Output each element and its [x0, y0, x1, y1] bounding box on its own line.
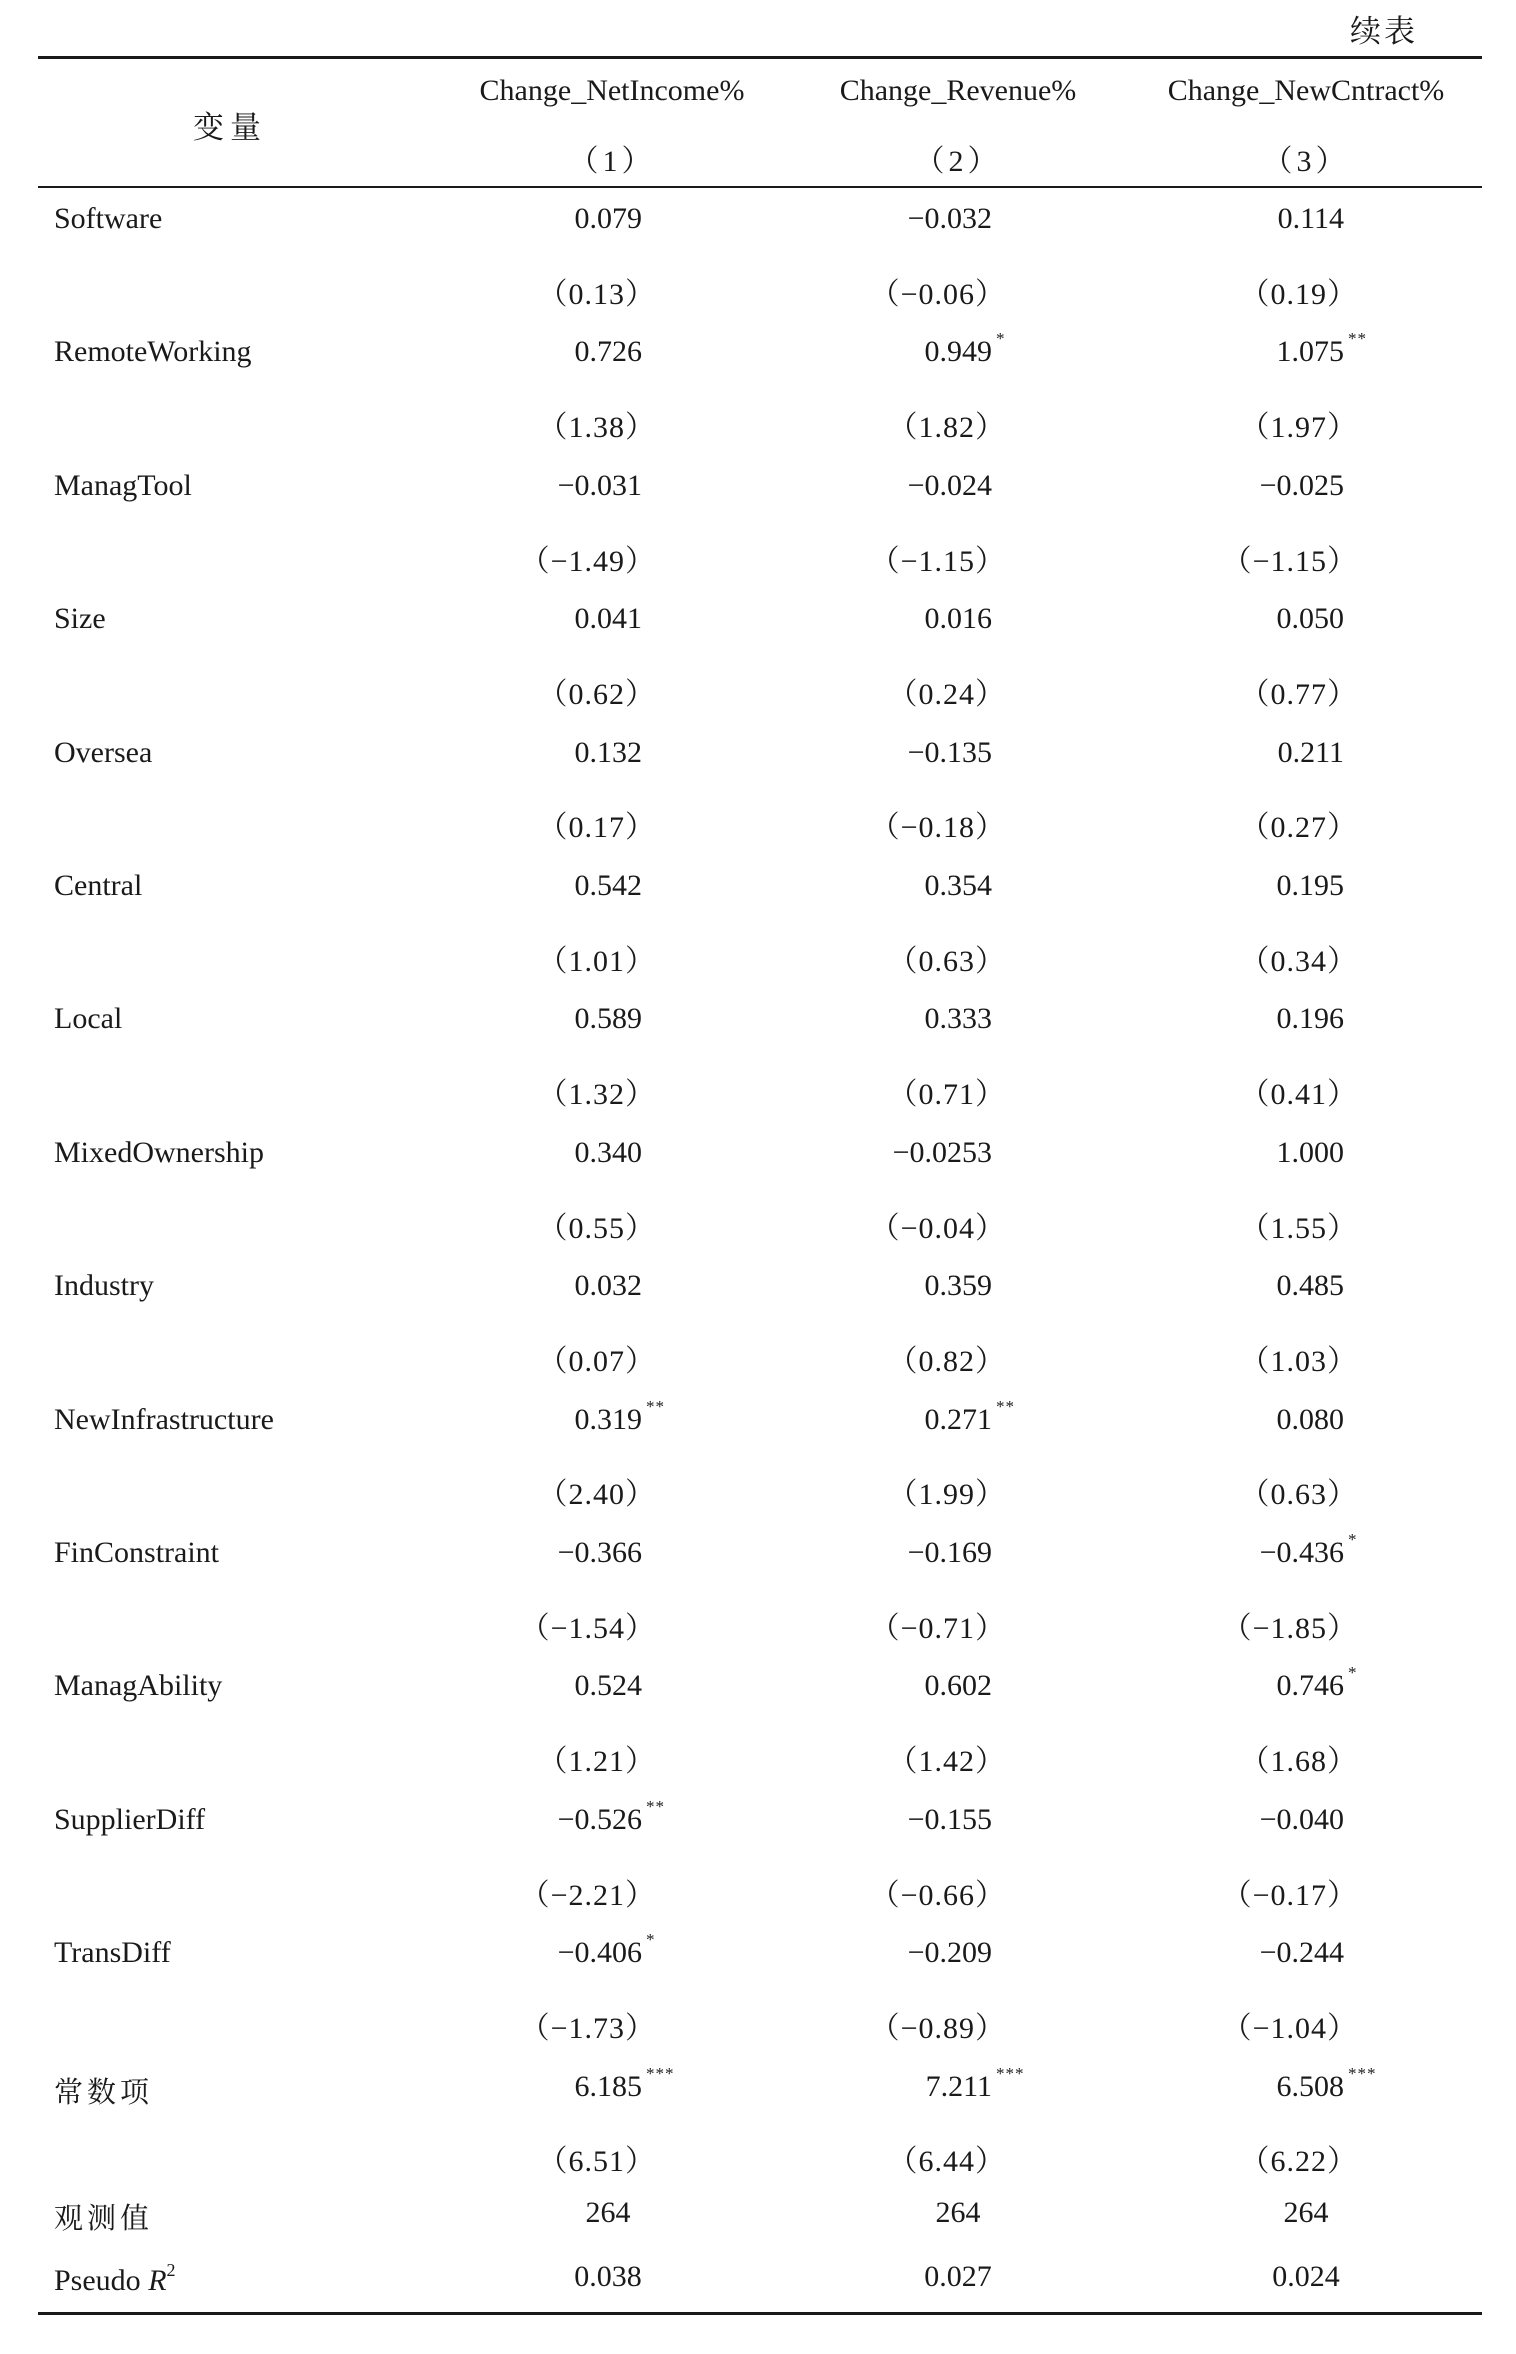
t-stat-row: [0, 1469, 1516, 1535]
t-stat-row: [0, 2136, 1516, 2202]
t-stat-row: [0, 802, 1516, 868]
significance-stars: ***: [1348, 2063, 1377, 2083]
coef-cell: [557, 1796, 665, 1837]
variable-label: ManagAbility: [54, 1669, 223, 1703]
coef-value: 0.542: [574, 869, 642, 902]
significance-stars: **: [646, 1396, 665, 1416]
coef-row: [0, 1796, 1516, 1869]
column-header-1-number: （1）: [568, 145, 656, 178]
coef-value: −0.040: [1259, 1802, 1344, 1836]
t-stat-cell: （−0.18）: [869, 811, 1006, 845]
variable-label: Central: [54, 869, 143, 902]
t-stat-cell: （−0.04）: [869, 1211, 1006, 1245]
coef-cell: [908, 469, 992, 503]
t-stat-row: [0, 536, 1516, 602]
coef-cell: [908, 1536, 992, 1570]
coef-cell: [575, 1002, 643, 1036]
t-stat-cell: （6.51）: [537, 2145, 656, 2179]
coef-value: 0.319: [574, 1402, 642, 1436]
t-stat-cell: （2.40）: [537, 1478, 656, 1512]
coef-cell: [1259, 1530, 1358, 1570]
coef-value: 0.132: [574, 735, 642, 769]
t-stat-cell: （1.55）: [1239, 1211, 1358, 1245]
variable-label: Oversea: [54, 735, 153, 769]
coef-value: −0.244: [1259, 1936, 1344, 1970]
coef-value: 0.589: [574, 1002, 642, 1036]
coef-row: [0, 1396, 1516, 1469]
t-stat-cell: （−1.15）: [1221, 544, 1358, 578]
coef-value: −0.209: [907, 1936, 992, 1970]
variable-label: Local: [54, 1002, 123, 1036]
coef-value: −0.025: [1259, 468, 1344, 502]
coef-row: [0, 202, 1516, 268]
coef-value: −0.031: [557, 468, 642, 502]
variable-label: Software: [54, 202, 163, 235]
coef-cell: [1277, 602, 1345, 636]
coef-value: −0.024: [907, 468, 992, 502]
coef-cell: [557, 1930, 656, 1970]
t-stat-cell: （−1.04）: [1221, 2011, 1358, 2045]
t-stat-cell: （−0.89）: [869, 2011, 1006, 2045]
coef-cell: [925, 869, 993, 903]
t-stat-cell: （0.13）: [537, 277, 656, 311]
t-stat-cell: （6.22）: [1239, 2145, 1358, 2179]
t-stat-row: [0, 402, 1516, 468]
variable-label: MixedOwnership: [54, 1135, 264, 1169]
t-stat-cell: （−0.66）: [869, 1878, 1006, 1912]
coef-cell: [925, 602, 993, 636]
t-stat-cell: （1.42）: [887, 1745, 1006, 1779]
t-stat-cell: （−0.17）: [1221, 1878, 1358, 1912]
coef-value: 0.949: [924, 335, 992, 369]
coef-value: 0.359: [924, 1269, 992, 1303]
t-stat-cell: （0.34）: [1239, 944, 1358, 978]
coef-value: 6.185: [574, 2069, 642, 2103]
coef-row: [0, 736, 1516, 802]
t-stat-cell: （0.62）: [537, 677, 656, 711]
t-stat-row: [0, 269, 1516, 335]
coef-value: 0.041: [574, 602, 642, 636]
t-stat-cell: （−0.71）: [869, 1611, 1006, 1645]
coef-cell: [1276, 2063, 1377, 2104]
coef-cell: [1276, 1663, 1358, 1703]
coef-value: −0.0253: [892, 1135, 992, 1169]
table-bottom-rule: [38, 2312, 1482, 2315]
coef-value: −0.406: [557, 1936, 642, 1970]
coef-cell: [925, 1669, 993, 1703]
coef-value: 0.726: [574, 335, 642, 369]
coef-value: −0.526: [557, 1802, 642, 1836]
t-stat-cell: （1.68）: [1239, 1745, 1358, 1779]
coef-value: 7.211: [925, 2069, 992, 2103]
t-stat-cell: （0.77）: [1239, 677, 1358, 711]
pseudo-r2-value-1: 0.038: [574, 2260, 642, 2293]
observations-value-1: 264: [585, 2196, 631, 2229]
column-header-2-name: Change_Revenue%: [839, 74, 1077, 107]
coef-cell: [924, 1396, 1015, 1437]
t-stat-row: [0, 669, 1516, 735]
t-stat-cell: （−1.49）: [519, 544, 656, 578]
coef-row: [0, 1269, 1516, 1335]
coef-row: [0, 329, 1516, 401]
t-stat-cell: （1.97）: [1239, 411, 1358, 445]
t-stat-cell: （0.17）: [537, 811, 656, 845]
observations-row: [0, 2196, 1516, 2262]
t-stat-cell: （0.24）: [887, 677, 1006, 711]
t-stat-cell: （0.82）: [887, 1344, 1006, 1378]
significance-stars: **: [1348, 329, 1367, 349]
significance-stars: **: [646, 1796, 665, 1816]
t-stat-row: [0, 1069, 1516, 1135]
t-stat-row: [0, 1603, 1516, 1669]
t-stat-cell: （1.21）: [537, 1745, 656, 1779]
coef-row: [0, 1930, 1516, 2002]
t-stat-cell: （0.27）: [1239, 811, 1358, 845]
t-stat-row: [0, 1736, 1516, 1802]
coef-cell: [575, 1669, 643, 1703]
coef-value: 0.079: [574, 202, 642, 235]
coef-cell: [908, 202, 992, 236]
continuation-label: 续表: [1350, 14, 1418, 50]
significance-stars: **: [996, 1396, 1015, 1416]
pseudo-r2-row: [0, 2260, 1516, 2326]
coef-value: 6.508: [1276, 2069, 1344, 2103]
pseudo-r2-value-2: 0.027: [924, 2260, 992, 2293]
coef-value: 0.196: [1276, 1002, 1344, 1036]
significance-stars: *: [996, 329, 1006, 349]
variable-header: 变量: [193, 110, 267, 146]
coef-cell: [574, 2063, 675, 2104]
variable-label: RemoteWorking: [54, 335, 252, 369]
coef-row: [0, 1002, 1516, 1068]
variable-label: SupplierDiff: [54, 1802, 206, 1836]
coef-value: 0.050: [1276, 602, 1344, 636]
coef-cell: [908, 736, 992, 770]
significance-stars: *: [646, 1930, 656, 1950]
coef-value: 0.524: [574, 1669, 642, 1703]
variable-label: NewInfrastructure: [54, 1402, 274, 1436]
significance-stars: ***: [646, 2063, 675, 2083]
coef-value: 0.080: [1276, 1402, 1344, 1436]
t-stat-cell: （−0.06）: [869, 277, 1006, 311]
coef-cell: [1260, 1936, 1344, 1970]
coef-value: 0.602: [924, 1669, 992, 1703]
t-stat-cell: （−1.73）: [519, 2011, 656, 2045]
t-stat-cell: （6.44）: [887, 2145, 1006, 2179]
t-stat-cell: （0.63）: [887, 944, 1006, 978]
pseudo-r2-label-text: Pseudo: [54, 2264, 149, 2297]
coef-row: [0, 1136, 1516, 1202]
coef-cell: [1277, 1136, 1345, 1170]
observations-label: 观测值: [54, 2201, 154, 2235]
t-stat-cell: （0.55）: [537, 1211, 656, 1245]
t-stat-cell: （0.07）: [537, 1344, 656, 1378]
t-stat-cell: （1.99）: [887, 1478, 1006, 1512]
coef-value: −0.169: [907, 1536, 992, 1569]
coef-cell: [575, 736, 643, 770]
t-stat-row: [0, 2003, 1516, 2069]
coef-value: −0.155: [907, 1802, 992, 1836]
coef-cell: [575, 602, 643, 636]
t-stat-row: [0, 1870, 1516, 1936]
coef-cell: [924, 329, 1006, 369]
significance-stars: ***: [996, 2063, 1025, 2083]
coef-value: −0.032: [907, 202, 992, 235]
coef-row: [0, 602, 1516, 668]
t-stat-cell: （−2.21）: [519, 1878, 656, 1912]
coef-row: [0, 1663, 1516, 1735]
coef-cell: [908, 1936, 992, 1970]
coef-value: 0.746: [1276, 1669, 1344, 1703]
coef-value: 0.485: [1276, 1269, 1344, 1303]
pseudo-r2-value-3: 0.024: [1272, 2260, 1340, 2293]
pseudo-r2-label-sup: 2: [166, 2260, 176, 2280]
coef-cell: [558, 469, 642, 503]
coef-cell: [574, 1396, 665, 1437]
coef-value: 0.340: [574, 1135, 642, 1169]
pseudo-r2-label: [54, 2260, 176, 2298]
header-separator-rule: [38, 186, 1482, 188]
coef-value: −0.135: [907, 735, 992, 769]
t-stat-cell: （0.63）: [1239, 1478, 1358, 1512]
t-stat-cell: （−1.85）: [1221, 1611, 1358, 1645]
coef-cell: [1277, 1403, 1345, 1437]
table-top-rule: [38, 56, 1482, 59]
coef-value: 0.211: [1277, 735, 1344, 769]
coef-row: [0, 469, 1516, 535]
column-header-2-number: （2）: [914, 145, 1002, 178]
t-stat-cell: （−1.54）: [519, 1611, 656, 1645]
coef-cell: [925, 1269, 993, 1303]
coef-value: 0.016: [924, 602, 992, 636]
coef-value: 0.114: [1277, 202, 1344, 235]
coef-cell: [1277, 1269, 1345, 1303]
coef-value: 0.271: [924, 1402, 992, 1436]
coef-cell: [925, 2063, 1025, 2104]
coef-cell: [925, 1002, 993, 1036]
column-header-3-number: （3）: [1262, 145, 1350, 178]
t-stat-cell: （0.19）: [1239, 277, 1358, 311]
coef-cell: [1277, 1002, 1345, 1036]
variable-label: ManagTool: [54, 468, 192, 502]
variable-label: FinConstraint: [54, 1536, 220, 1569]
coef-row: [0, 2063, 1516, 2136]
coef-value: 0.354: [924, 869, 992, 902]
coef-value: 0.032: [574, 1269, 642, 1303]
coef-cell: [1278, 202, 1344, 236]
coef-cell: [1260, 469, 1344, 503]
t-stat-row: [0, 1336, 1516, 1402]
coef-cell: [575, 1136, 643, 1170]
pseudo-r2-label-italic: R: [148, 2264, 167, 2297]
variable-label: 常数项: [54, 2074, 154, 2109]
coef-cell: [1277, 869, 1345, 903]
t-stat-cell: （1.01）: [537, 944, 656, 978]
significance-stars: *: [1348, 1663, 1358, 1683]
t-stat-cell: （1.82）: [887, 411, 1006, 445]
t-stat-cell: （0.71）: [887, 1078, 1006, 1112]
t-stat-cell: （−1.15）: [869, 544, 1006, 578]
variable-label: Size: [54, 602, 106, 636]
coef-cell: [575, 202, 643, 236]
coef-cell: [575, 1269, 643, 1303]
coef-cell: [1276, 329, 1367, 369]
coef-cell: [575, 869, 643, 903]
t-stat-cell: （1.32）: [537, 1078, 656, 1112]
column-header-3-name: Change_NewCntract%: [1167, 74, 1445, 107]
coef-cell: [558, 1536, 642, 1570]
coef-row: [0, 869, 1516, 935]
coef-value: 1.075: [1276, 335, 1344, 369]
coef-value: −0.366: [557, 1536, 642, 1569]
t-stat-cell: （1.38）: [537, 411, 656, 445]
t-stat-cell: （0.41）: [1239, 1078, 1358, 1112]
observations-value-2: 264: [935, 2196, 981, 2229]
t-stat-row: [0, 936, 1516, 1002]
coef-cell: [908, 1803, 992, 1837]
observations-value-3: 264: [1283, 2196, 1329, 2229]
t-stat-cell: （1.03）: [1239, 1344, 1358, 1378]
t-stat-row: [0, 1203, 1516, 1269]
column-header-1-name: Change_NetIncome%: [479, 74, 745, 107]
coef-cell: [893, 1136, 992, 1170]
coef-cell: [575, 335, 643, 369]
coef-value: 0.195: [1276, 869, 1344, 902]
coef-value: 0.333: [924, 1002, 992, 1036]
coef-value: −0.436: [1259, 1536, 1344, 1569]
coef-cell: [1260, 1803, 1344, 1837]
coef-cell: [1278, 736, 1344, 770]
coef-value: 1.000: [1276, 1135, 1344, 1169]
variable-label: TransDiff: [54, 1936, 171, 1970]
coef-row: [0, 1530, 1516, 1602]
variable-label: Industry: [54, 1269, 154, 1303]
significance-stars: *: [1348, 1530, 1358, 1549]
